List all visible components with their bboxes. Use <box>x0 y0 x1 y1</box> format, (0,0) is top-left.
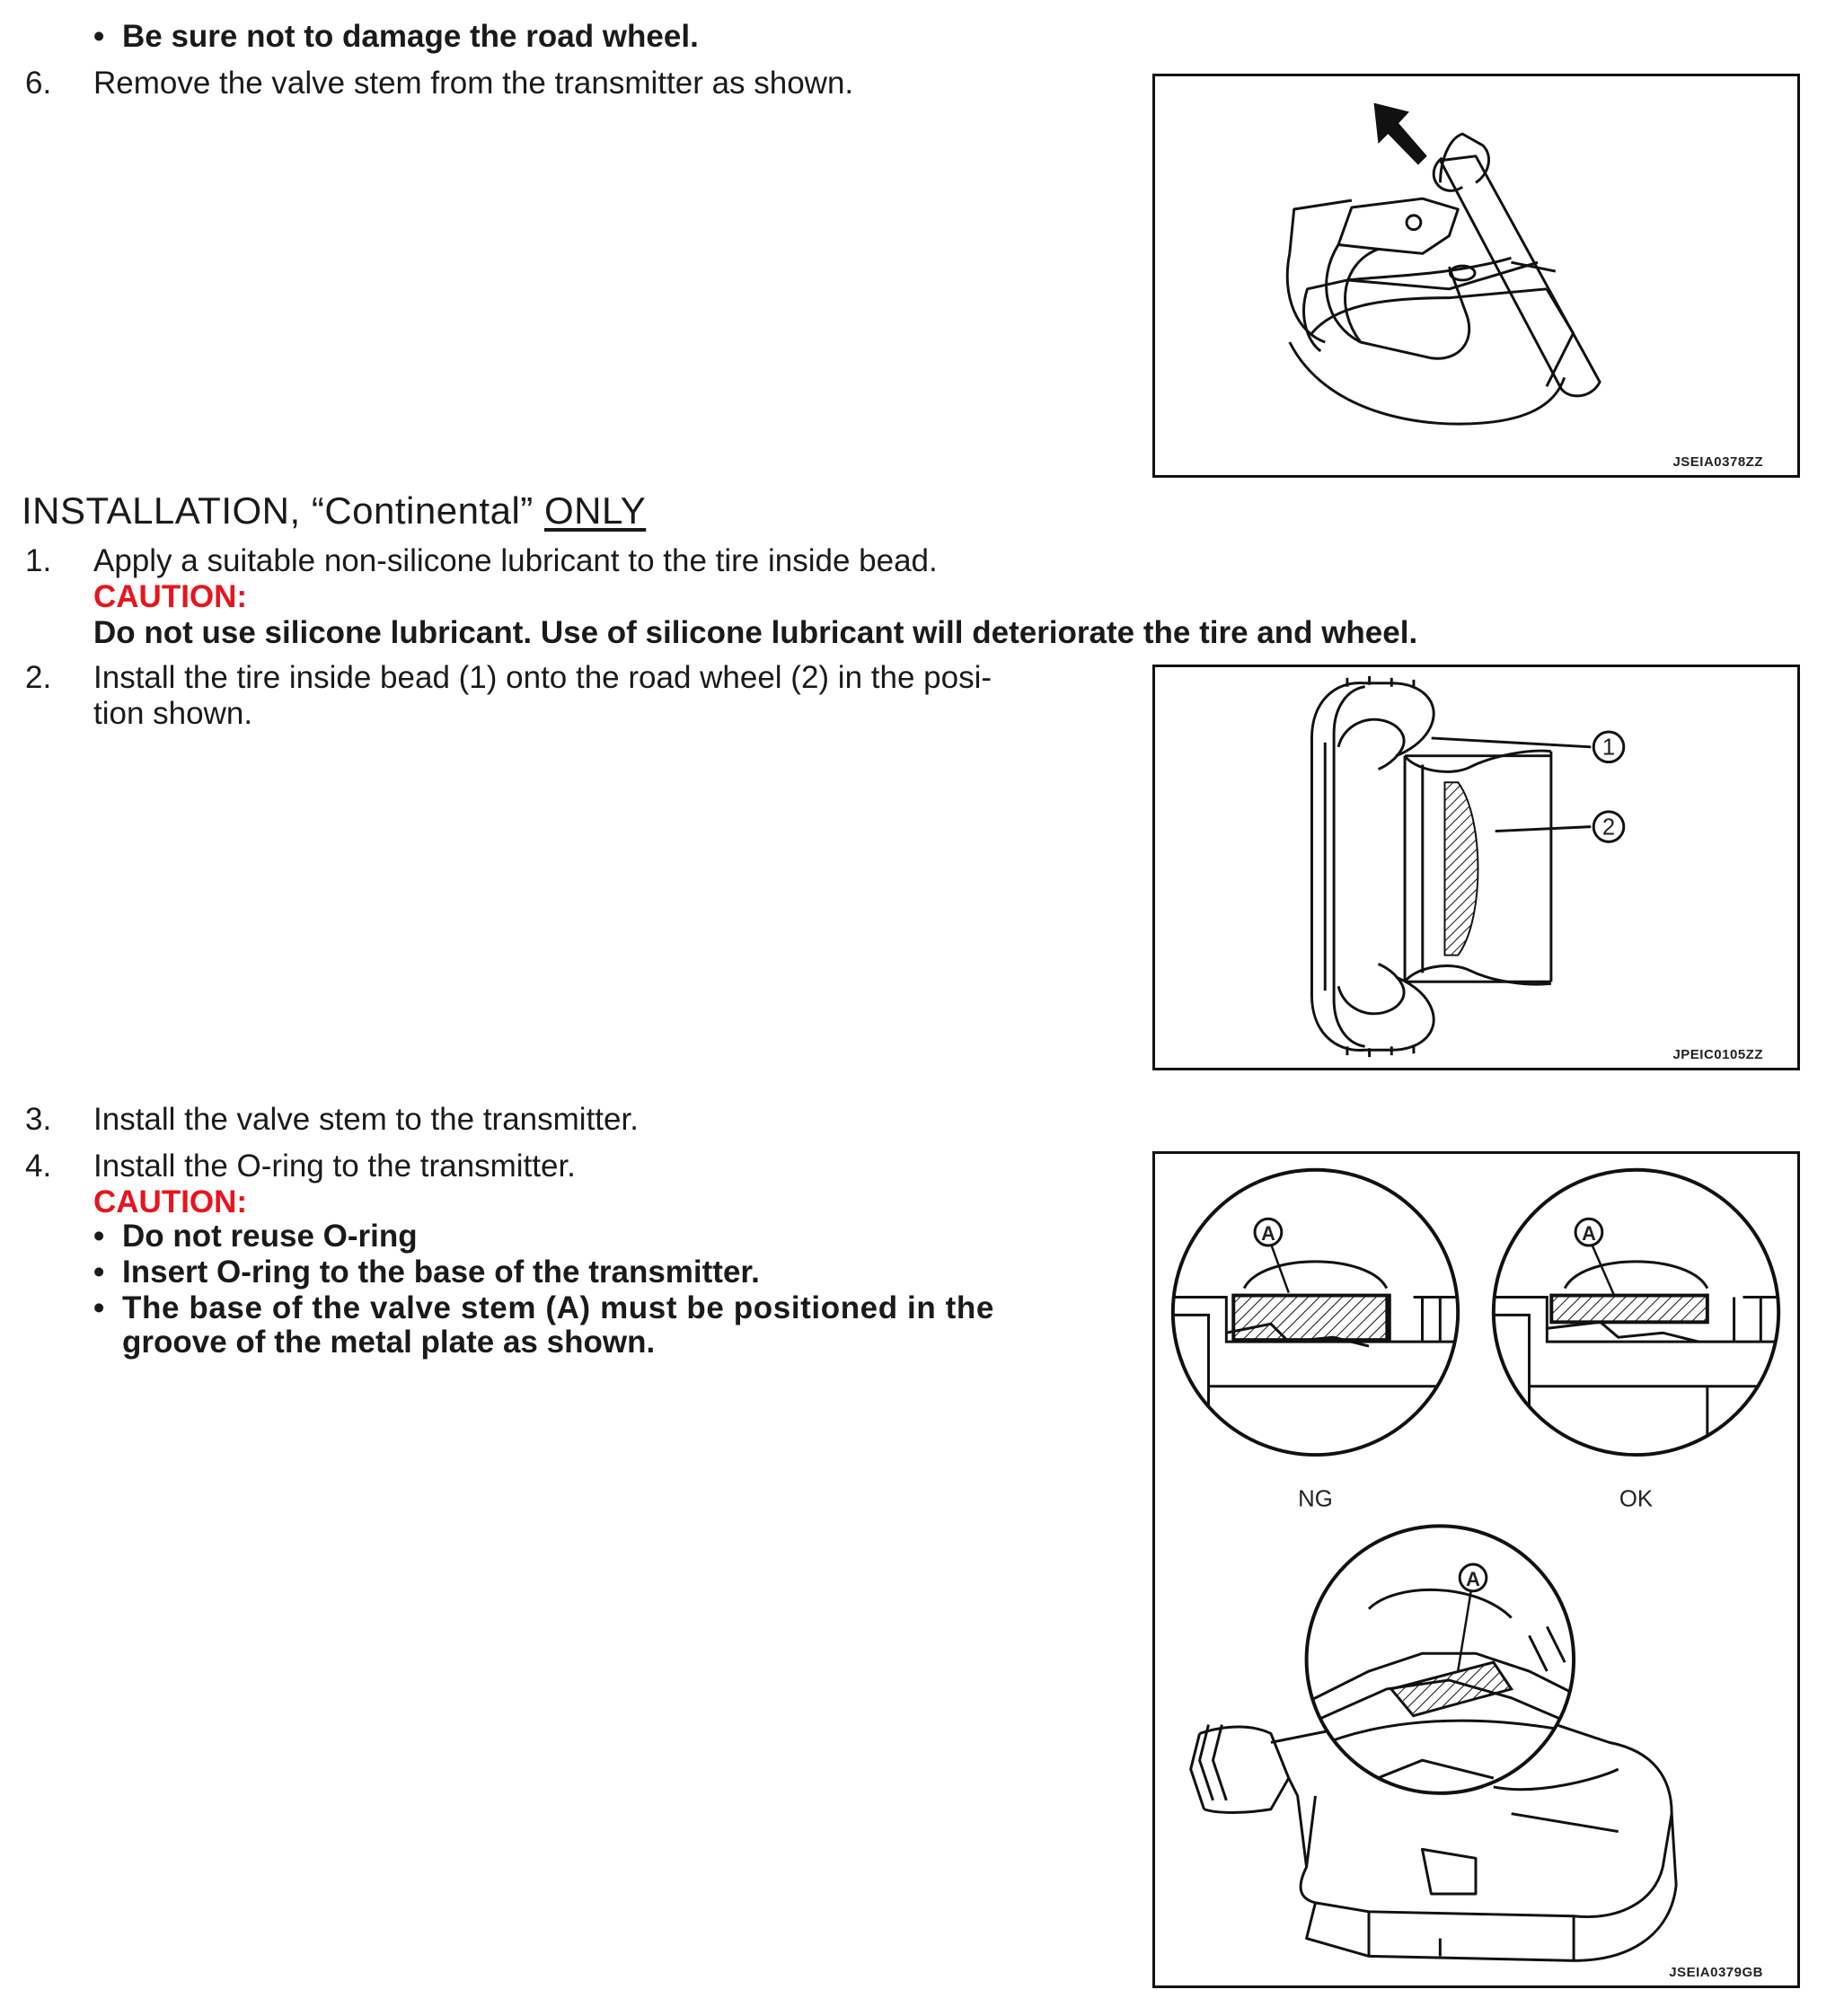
figure-tire-bead <box>1152 665 1800 1070</box>
callout-2: 2 <box>1601 814 1616 841</box>
valve-stem-position-illustration <box>1155 1154 1797 1985</box>
caution-bullet-3: The base of the valve stem (A) must be positioned in the <box>122 1290 994 1325</box>
callout-a-detail: A <box>1466 1567 1480 1590</box>
callout-1: 1 <box>1601 735 1616 761</box>
figure-valve-removal <box>1152 74 1800 478</box>
section-title-emphasis: ONLY <box>543 489 647 532</box>
step6-text: Remove the valve stem from the transmitter as shown. <box>93 66 854 101</box>
install-step1-text: Apply a suitable non-silicone lubricant to the tire inside bead. <box>93 543 938 578</box>
callout-a-ng: A <box>1261 1222 1275 1246</box>
install-step2-text-line2: tion shown. <box>93 696 253 731</box>
figure3-code: JSEIA0379GB <box>1669 1965 1763 1980</box>
intro-bullet-text: Be sure not to damage the road wheel. <box>122 19 699 54</box>
install-step4-number: 4. <box>25 1149 52 1184</box>
bullet-glyph: • <box>93 1254 105 1290</box>
caution-label: CAUTION: <box>93 579 248 614</box>
caution-bullet-3-cont: groove of the metal plate as shown. <box>122 1325 656 1360</box>
figure1-code: JSEIA0378ZZ <box>1672 454 1763 470</box>
install-step1-number: 1. <box>25 543 52 578</box>
install-step3-text: Install the valve stem to the transmitter. <box>93 1102 639 1137</box>
bullet-glyph: • <box>93 1290 105 1325</box>
install-step1-caution: Do not use silicone lubricant. Use of silicone lubricant will deteriorate the tire and wheel. <box>93 615 1418 650</box>
section-title <box>22 489 646 533</box>
install-step2-number: 2. <box>25 660 52 695</box>
label-ok: OK <box>1619 1486 1654 1512</box>
valve-removal-illustration <box>1155 76 1797 475</box>
install-step2-text-line1: Install the tire inside bead (1) onto the road wheel (2) in the posi- <box>93 660 993 695</box>
bullet-glyph: • <box>93 1219 105 1254</box>
figure2-code: JPEIC0105ZZ <box>1672 1047 1763 1062</box>
install-step3-number: 3. <box>25 1102 52 1137</box>
tire-bead-illustration <box>1155 667 1797 1068</box>
callout-a-ok: A <box>1582 1222 1596 1246</box>
install-step4-text: Install the O-ring to the transmitter. <box>93 1149 576 1184</box>
caution-bullet-2: Insert O-ring to the base of the transmitter. <box>122 1254 760 1290</box>
label-ng: NG <box>1298 1486 1333 1512</box>
step6-number: 6. <box>25 66 52 101</box>
caution-bullet-1: Do not reuse O-ring <box>122 1219 418 1254</box>
caution-label: CAUTION: <box>93 1184 248 1219</box>
figure-valve-stem-position <box>1152 1151 1800 1988</box>
section-title-prefix: INSTALLATION, “Continental” <box>22 489 534 532</box>
bullet-glyph: • <box>93 19 105 54</box>
